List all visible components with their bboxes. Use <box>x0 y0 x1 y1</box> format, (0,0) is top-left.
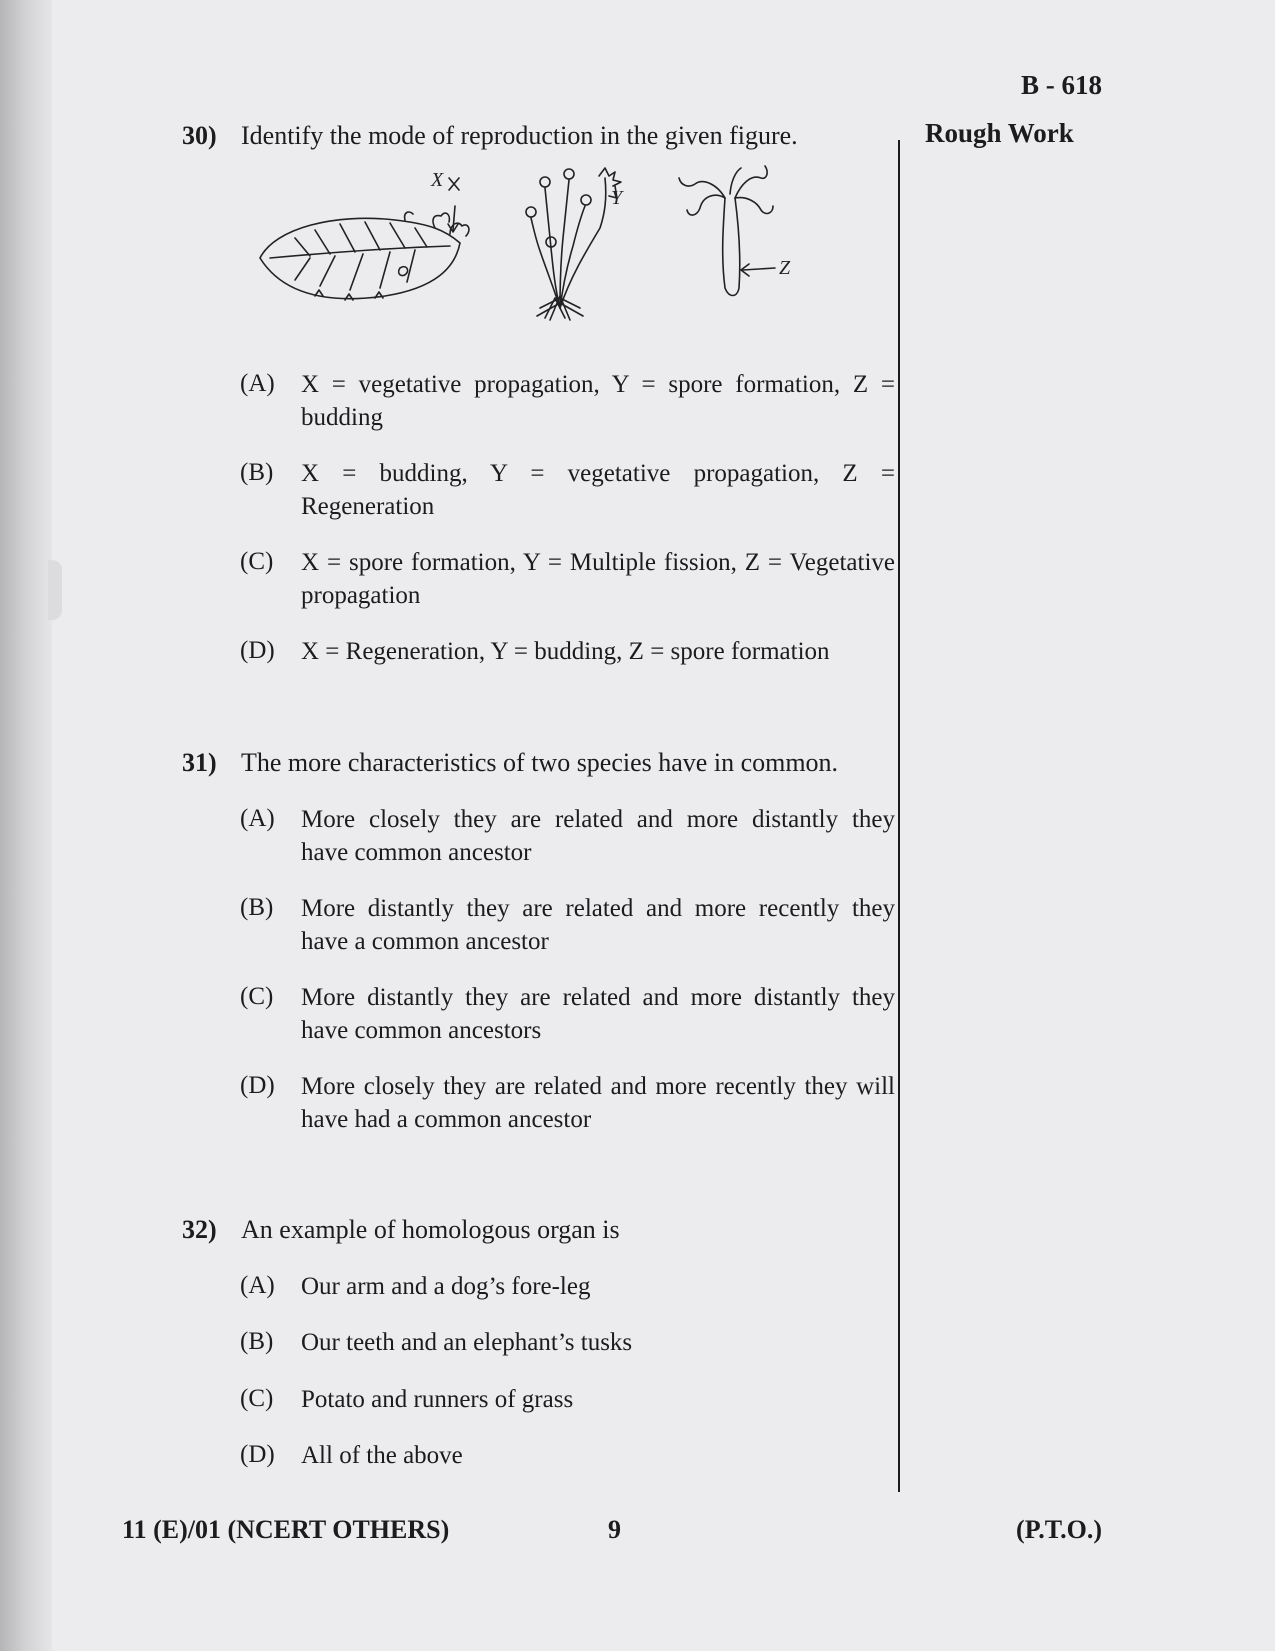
question-32-number: 32) <box>182 1215 217 1244</box>
q31-option-a-letter: (A) <box>240 805 275 832</box>
q31-option-b-letter: (B) <box>240 894 274 921</box>
q30-option-a-letter: (A) <box>240 370 275 397</box>
figure-label-x: X <box>431 169 444 191</box>
question-30-text: Identify the mode of reproduction in the given figure. <box>241 121 798 150</box>
q30-option-b-letter: (B) <box>240 459 274 486</box>
question-32-text: An example of homologous organ is <box>241 1215 620 1244</box>
q32-option-a-letter: (A) <box>240 1272 275 1299</box>
q32-option-d-text: All of the above <box>301 1442 463 1469</box>
q30-option-d-text: X = Regeneration, Y = budding, Z = spore formation <box>301 638 830 665</box>
scan-edge-notch <box>48 560 62 620</box>
leaf-drawing <box>260 178 469 300</box>
q31-option-d-text: More closely they are related and more recently they will have had a common ancestor <box>301 1073 895 1133</box>
question-31-number: 31) <box>182 748 217 777</box>
q32-option-c-text: Potato and runners of grass <box>301 1386 574 1413</box>
q31-option-a-text: More closely they are related and more distantly they have common ancestor <box>301 806 895 866</box>
figure-label-z: Z <box>779 257 791 279</box>
reproduction-figure <box>255 158 835 333</box>
spore-plant-drawing <box>526 168 621 320</box>
figure-label-y: Y <box>611 187 623 209</box>
q32-option-b-text: Our teeth and an elephant’s tusks <box>301 1329 633 1356</box>
q31-option-d-letter: (D) <box>240 1072 275 1099</box>
scan-edge-shadow <box>0 0 52 1651</box>
page-code: B - 618 <box>1021 70 1102 100</box>
question-31-text: The more characteristics of two species have in common. <box>241 748 839 777</box>
footer-pto: (P.T.O.) <box>1016 1515 1102 1544</box>
q32-option-b-letter: (B) <box>240 1328 274 1355</box>
q30-option-c-letter: (C) <box>240 548 274 575</box>
q32-option-a-text: Our arm and a dog’s fore-leg <box>301 1273 591 1300</box>
q30-option-a-text: X = vegetative propagation, Y = spore formation, Z = budding <box>301 371 895 431</box>
q31-option-c-letter: (C) <box>240 983 274 1010</box>
q30-option-b-text: X = budding, Y = vegetative propagation, Z = Regeneration <box>301 460 895 520</box>
rough-work-divider <box>898 140 900 1492</box>
question-30-number: 30) <box>182 121 217 150</box>
q31-option-c-text: More distantly they are related and more distantly they have common ancestors <box>301 984 895 1044</box>
q32-option-d-letter: (D) <box>240 1441 275 1468</box>
hydra-drawing <box>679 166 775 296</box>
footer-page-number: 9 <box>608 1515 621 1544</box>
rough-work-heading: Rough Work <box>925 118 1074 148</box>
q32-option-c-letter: (C) <box>240 1385 274 1412</box>
q31-option-b-text: More distantly they are related and more recently they have a common ancestor <box>301 895 895 955</box>
q30-option-d-letter: (D) <box>240 637 275 664</box>
q30-option-c-text: X = spore formation, Y = Multiple fission, Z = Vegetative propagation <box>301 549 895 609</box>
footer-paper-code: 11 (E)/01 (NCERT OTHERS) <box>122 1515 450 1544</box>
